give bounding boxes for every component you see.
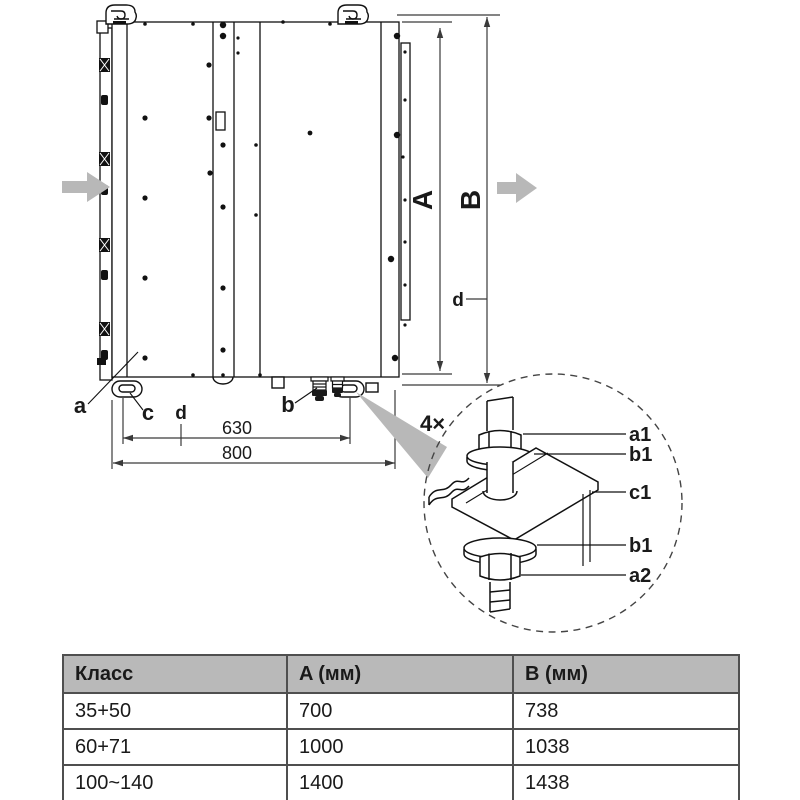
cell-class: 35+50 — [63, 693, 287, 729]
outdoor-unit-body — [97, 21, 410, 380]
airflow-arrow-right-icon — [497, 173, 537, 203]
detail-label-a1: a1 — [629, 424, 652, 446]
dim-label-B: B — [455, 189, 486, 211]
cell-a: 1400 — [287, 765, 513, 800]
detail-label-a2: a2 — [629, 565, 652, 587]
cell-b: 1038 — [513, 729, 739, 765]
handle-left-icon — [106, 5, 136, 25]
header-b-mm: B (мм) — [513, 655, 739, 693]
cell-class: 60+71 — [63, 729, 287, 765]
dim-label-d-side: d — [452, 290, 464, 311]
right-flange — [401, 43, 410, 320]
callout-c: c — [141, 400, 155, 425]
cell-b: 1438 — [513, 765, 739, 800]
dim-label-A: A — [407, 189, 438, 211]
unit-outline — [112, 22, 399, 377]
handle-right-icon — [338, 5, 368, 25]
dimensions-table — [62, 654, 740, 800]
detail-multiplier: 4× — [420, 411, 446, 436]
detail-label-c1: c1 — [629, 482, 652, 504]
header-a-mm: A (мм) — [287, 655, 513, 693]
dim-value-630: 630 — [221, 418, 253, 438]
table-row — [63, 765, 739, 800]
nut-a2 — [480, 554, 520, 581]
dim-label-d-bottom: d — [175, 403, 187, 424]
detail-label-b1-top: b1 — [629, 444, 653, 466]
detail-label-b1-bottom: b1 — [629, 535, 653, 557]
cell-a: 1000 — [287, 729, 513, 765]
table-row — [63, 729, 739, 765]
header-class: Класс — [63, 655, 287, 693]
callout-b: b — [281, 392, 295, 417]
dim-value-800: 800 — [221, 443, 253, 463]
cell-a: 700 — [287, 693, 513, 729]
table-header-row — [63, 655, 739, 693]
cell-b: 738 — [513, 693, 739, 729]
cell-class: 100~140 — [63, 765, 287, 800]
table-row — [63, 693, 739, 729]
callout-a: a — [73, 393, 87, 418]
